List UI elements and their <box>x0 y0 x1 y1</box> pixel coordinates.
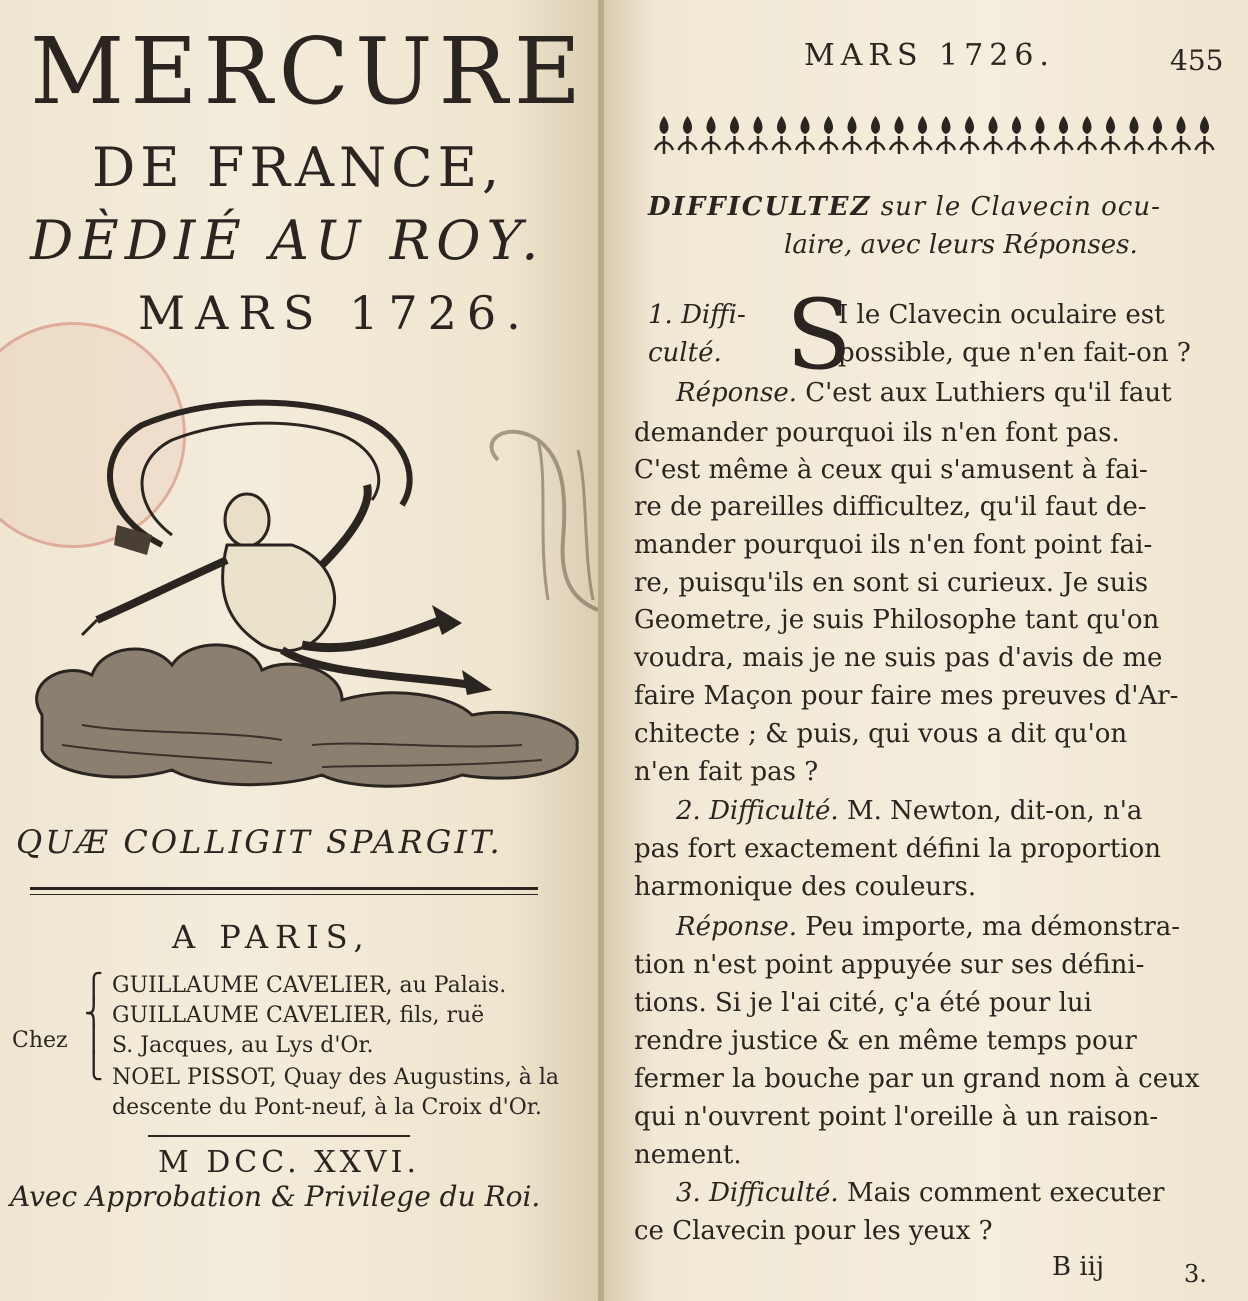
text-line <box>634 950 1144 980</box>
text-line <box>634 681 1178 711</box>
text-line <box>634 568 1148 598</box>
line-text: nement. <box>634 1140 742 1170</box>
fleuron-icon <box>726 116 744 154</box>
line-text: re de pareilles difficultez, qu'il faut de- <box>634 492 1147 522</box>
line-text: C'est même à ceux qui s'amusent à fai- <box>634 455 1148 485</box>
text-line <box>634 872 976 902</box>
line-text: C'est aux Luthiers qu'il faut <box>805 378 1172 408</box>
fleuron-icon <box>1149 116 1167 154</box>
catchword: 3. <box>1184 1260 1207 1288</box>
mercury-woodcut-illustration <box>22 395 587 795</box>
text-line <box>648 300 1165 330</box>
title-date: MARS 1726. <box>138 286 531 340</box>
text-line <box>634 719 1127 749</box>
text-line <box>634 530 1152 560</box>
text-line <box>676 912 1180 942</box>
fleuron-icon <box>749 116 767 154</box>
fleuron-icon <box>914 116 932 154</box>
fleuron-icon <box>984 116 1002 154</box>
line-text: voudra, mais je ne suis pas d'avis de me <box>634 643 1163 673</box>
drop-cap: S <box>786 279 852 391</box>
fleuron-icon <box>1008 116 1026 154</box>
fleuron-icon <box>1125 116 1143 154</box>
fleuron-icon <box>1172 116 1190 154</box>
fleuron-icon <box>820 116 838 154</box>
publisher-line-2: GUILLAUME CAVELIER, fils, ruë <box>112 1003 485 1028</box>
line-text: rendre justice & en même temps pour <box>634 1026 1137 1056</box>
line-text: faire Maçon pour faire mes preuves d'Ar- <box>634 681 1179 711</box>
line-text: Geometre, je suis Philosophe tant qu'on <box>634 605 1160 635</box>
publisher-line-1: GUILLAUME CAVELIER, au Palais. <box>112 973 507 998</box>
line-text: tions. Si je l'ai cité, ç'a été pour lui <box>634 988 1092 1018</box>
publisher-line-3: S. Jacques, au Lys d'Or. <box>112 1033 374 1058</box>
line-text: I le Clavecin oculaire est <box>838 300 1165 330</box>
text-line <box>634 1216 993 1246</box>
title-page <box>0 0 600 1301</box>
line-label: Réponse. <box>676 378 806 408</box>
line-text: M. Newton, dit-on, n'a <box>846 796 1143 826</box>
line-label: culté. <box>648 338 722 368</box>
approbation-line: Avec Approbation & Privilege du Roi. <box>10 1180 541 1213</box>
text-line <box>634 834 1161 864</box>
text-line <box>634 1102 1158 1132</box>
fleuron-ornament-band <box>654 110 1234 160</box>
line-text: pas fort exactement défini la proportion <box>634 834 1162 864</box>
article-heading-line2: laire, avec leurs Réponses. <box>784 230 1138 260</box>
rule-short <box>148 1135 410 1137</box>
line-text: n'en fait pas ? <box>634 757 819 787</box>
text-line <box>634 643 1162 673</box>
text-page <box>604 0 1248 1301</box>
fleuron-icon <box>937 116 955 154</box>
signature-mark: B iij <box>1052 1252 1105 1282</box>
motto: QUÆ COLLIGIT SPARGIT. <box>16 823 503 861</box>
heading-caps: DIFFICULTEZ <box>648 192 872 222</box>
page-number: 455 <box>1170 44 1224 77</box>
text-line <box>634 1026 1137 1056</box>
fleuron-icon <box>1031 116 1049 154</box>
line-label: 2. Difficulté. <box>676 796 847 826</box>
publisher-line-4: NOEL PISSOT, Quay des Augustins, à la <box>112 1065 559 1090</box>
line-text: Mais comment executer <box>846 1178 1165 1208</box>
fleuron-icon <box>773 116 791 154</box>
text-line <box>676 796 1142 826</box>
fleuron-icon <box>1196 116 1214 154</box>
fleuron-icon <box>796 116 814 154</box>
fleuron-icon <box>843 116 861 154</box>
text-line <box>634 757 818 787</box>
text-line <box>648 338 1191 368</box>
line-text: harmonique des couleurs. <box>634 872 977 902</box>
fleuron-icon <box>1078 116 1096 154</box>
rule-thin <box>30 894 538 895</box>
heading-rest: sur le Clavecin ocu- <box>871 192 1161 222</box>
fleuron-icon <box>1102 116 1120 154</box>
line-text: mander pourquoi ils n'en font point fai- <box>634 530 1153 560</box>
rule-thick <box>30 887 538 890</box>
fleuron-icon <box>1055 116 1073 154</box>
text-line <box>634 455 1148 485</box>
title-de-france: DE FRANCE, <box>92 136 505 199</box>
fleuron-icon <box>655 116 673 154</box>
text-line <box>676 378 1172 408</box>
line-label: Réponse. <box>676 912 806 942</box>
text-line <box>634 1140 742 1170</box>
line-text: re, puisqu'ils en sont si curieux. Je suis <box>634 568 1149 598</box>
line-text: tion n'est point appuyée sur ses défini- <box>634 950 1145 980</box>
line-text: ce Clavecin pour les yeux ? <box>634 1216 993 1246</box>
imprint-year: M DCC. XXVI. <box>158 1145 420 1180</box>
line-text: fermer la bouche par un grand nom à ceux <box>634 1064 1200 1094</box>
line-text: possible, que n'en fait-on ? <box>838 338 1191 368</box>
line-text: Peu importe, ma démonstra- <box>805 912 1181 942</box>
title-dedie-au-roy: DÈDIÉ AU ROY. <box>30 209 545 272</box>
line-text: qui n'ouvrent point l'oreille à un raison- <box>634 1102 1159 1132</box>
line-label: 3. Difficulté. <box>676 1178 847 1208</box>
fleuron-icon <box>867 116 885 154</box>
line-text: chitecte ; & puis, qui vous a dit qu'on <box>634 719 1128 749</box>
text-line <box>634 492 1147 522</box>
fleuron-icon <box>679 116 697 154</box>
fleuron-icon <box>961 116 979 154</box>
text-line <box>634 988 1092 1018</box>
chez-label: Chez <box>12 1028 68 1053</box>
article-heading <box>648 192 1161 222</box>
text-line <box>634 605 1159 635</box>
imprint-place: A PARIS, <box>172 918 371 956</box>
text-line <box>634 1064 1200 1094</box>
title-mercure: MERCURE <box>30 18 587 125</box>
text-line <box>634 418 1120 448</box>
fleuron-icon <box>890 116 908 154</box>
text-line <box>676 1178 1164 1208</box>
fleuron-icon <box>702 116 720 154</box>
publisher-brace: ⎧ ⎨ ⎪ ⎩ <box>84 973 104 1081</box>
line-text: demander pourquoi ils n'en font pas. <box>634 418 1120 448</box>
running-head: MARS 1726. <box>804 38 1055 73</box>
publisher-line-5: descente du Pont-neuf, à la Croix d'Or. <box>112 1095 542 1120</box>
line-label: 1. Diffi- <box>648 300 746 330</box>
